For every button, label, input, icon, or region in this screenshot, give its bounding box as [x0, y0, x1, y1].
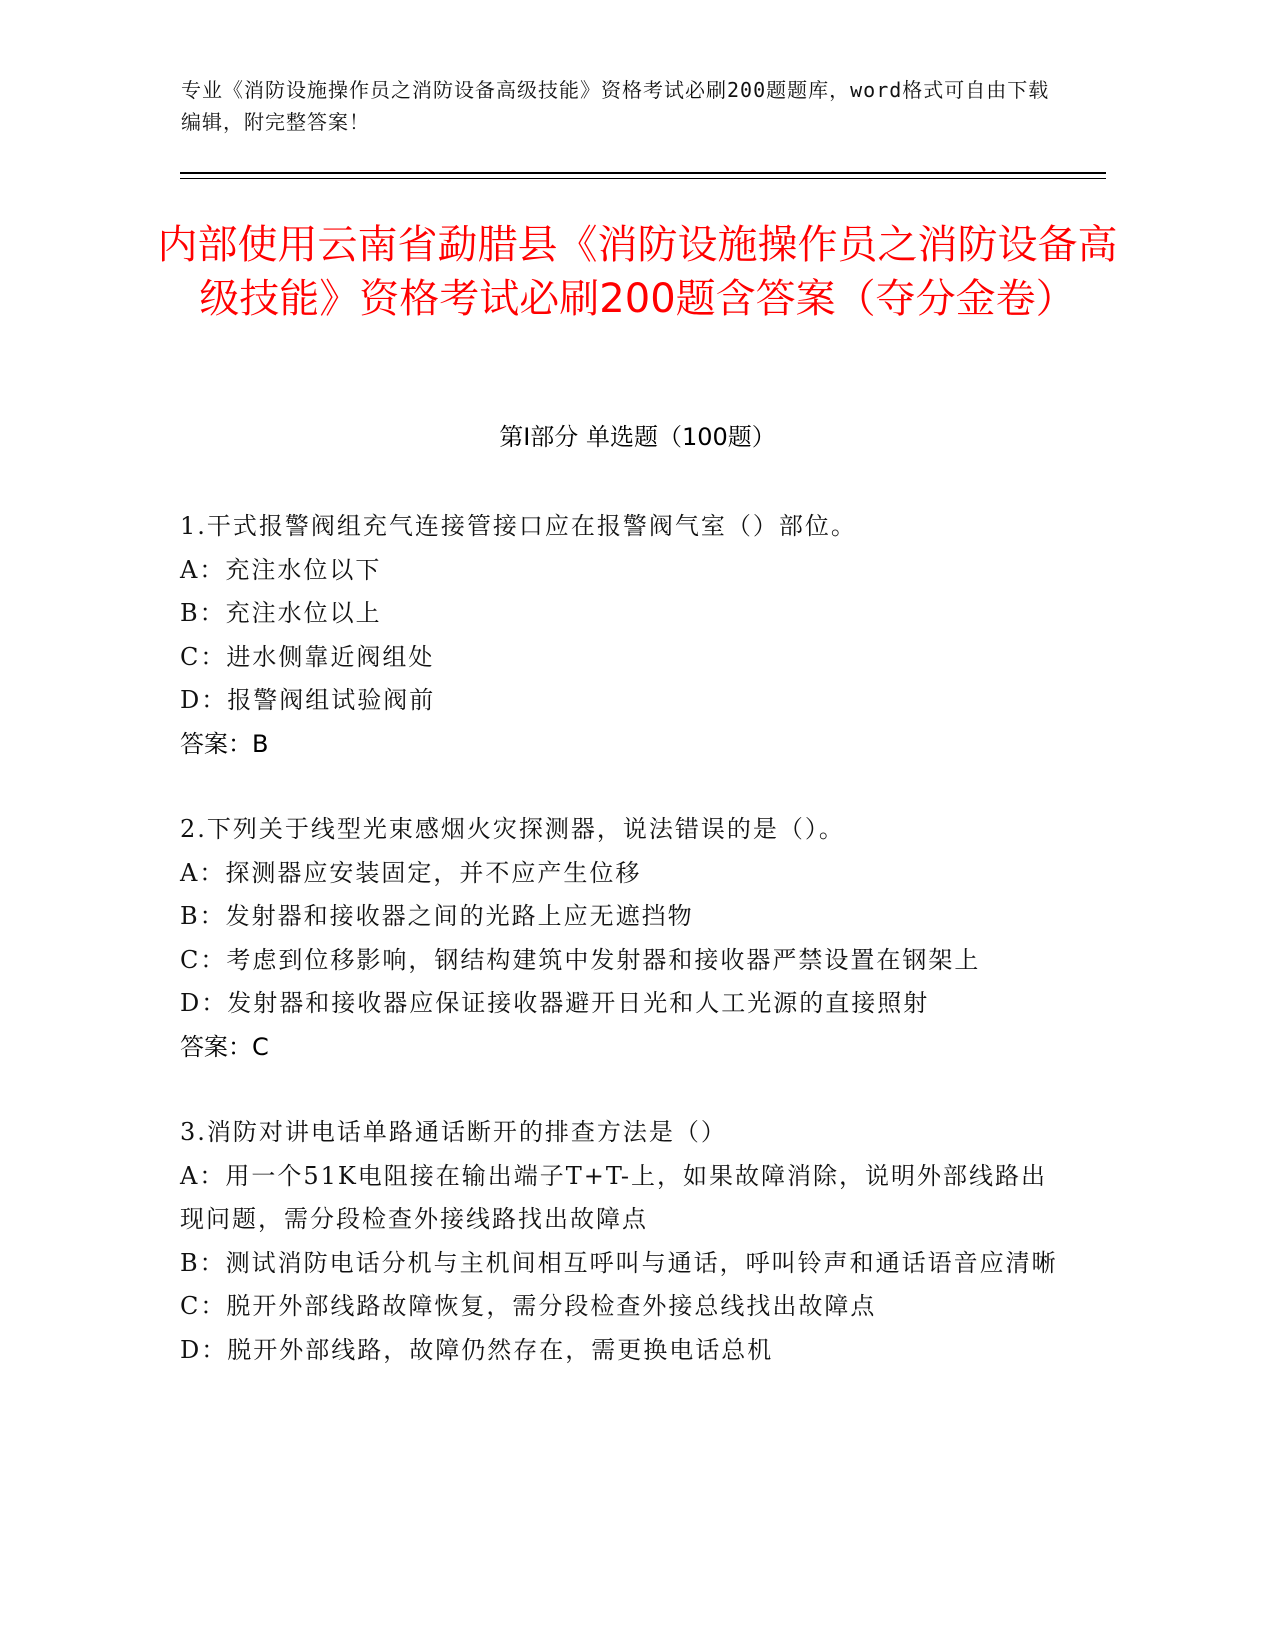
- option-a: A：充注水位以下: [180, 555, 382, 584]
- document-title: 内部使用云南省勐腊县《消防设施操作员之消防设备高级技能》资格考试必刷200题含答案（夺分金卷）: [157, 222, 1118, 322]
- question-3: [180, 1111, 1060, 1372]
- section-title: 第Ⅰ部分 单选题（100题）: [499, 423, 776, 451]
- option-a: A：用一个51K电阻接在输出端子T+T-上，如果故障消除，说明外部线路出现问题，需分段检查外接线路找出故障点: [180, 1161, 1047, 1233]
- question-stem: 3.消防对讲电话单路通话断开的排查方法是（）: [180, 1118, 727, 1146]
- option-d: D：报警阀组试验阀前: [180, 686, 436, 714]
- answer: 答案：B: [180, 729, 269, 758]
- answer: 答案：C: [180, 1032, 269, 1061]
- option-b: B：充注水位以上: [180, 599, 382, 627]
- header-rule-thick: [180, 172, 1106, 174]
- question-stem: 1.干式报警阀组充气连接管接口应在报警阀气室（）部位。: [180, 512, 857, 540]
- option-b: B：测试消防电话分机与主机间相互呼叫与通话，呼叫铃声和通话语音应清晰: [180, 1248, 1058, 1277]
- option-d: D：发射器和接收器应保证接收器避开日光和人工光源的直接照射: [180, 989, 930, 1017]
- option-c: C：考虑到位移影响，钢结构建筑中发射器和接收器严禁设置在钢架上: [180, 945, 981, 974]
- header-rule-thin: [180, 178, 1106, 179]
- question-2: [180, 808, 1060, 1069]
- option-d: D：脱开外部线路，故障仍然存在，需更换电话总机: [180, 1335, 774, 1364]
- option-c: C：脱开外部线路故障恢复，需分段检查外接总线找出故障点: [180, 1292, 877, 1320]
- question-stem: 2.下列关于线型光束感烟火灾探测器，说法错误的是（）。: [180, 815, 845, 843]
- option-b: B：发射器和接收器之间的光路上应无遮挡物: [180, 902, 694, 930]
- question-list: [180, 505, 1060, 1414]
- option-c: C：进水侧靠近阀组处: [180, 642, 435, 671]
- header-note: 专业《消防设施操作员之消防设备高级技能》资格考试必刷200题题库，word格式可自由下载编辑，附完整答案！: [181, 78, 1050, 134]
- option-a: A：探测器应安装固定，并不应产生位移: [180, 858, 642, 887]
- question-1: [180, 505, 1060, 766]
